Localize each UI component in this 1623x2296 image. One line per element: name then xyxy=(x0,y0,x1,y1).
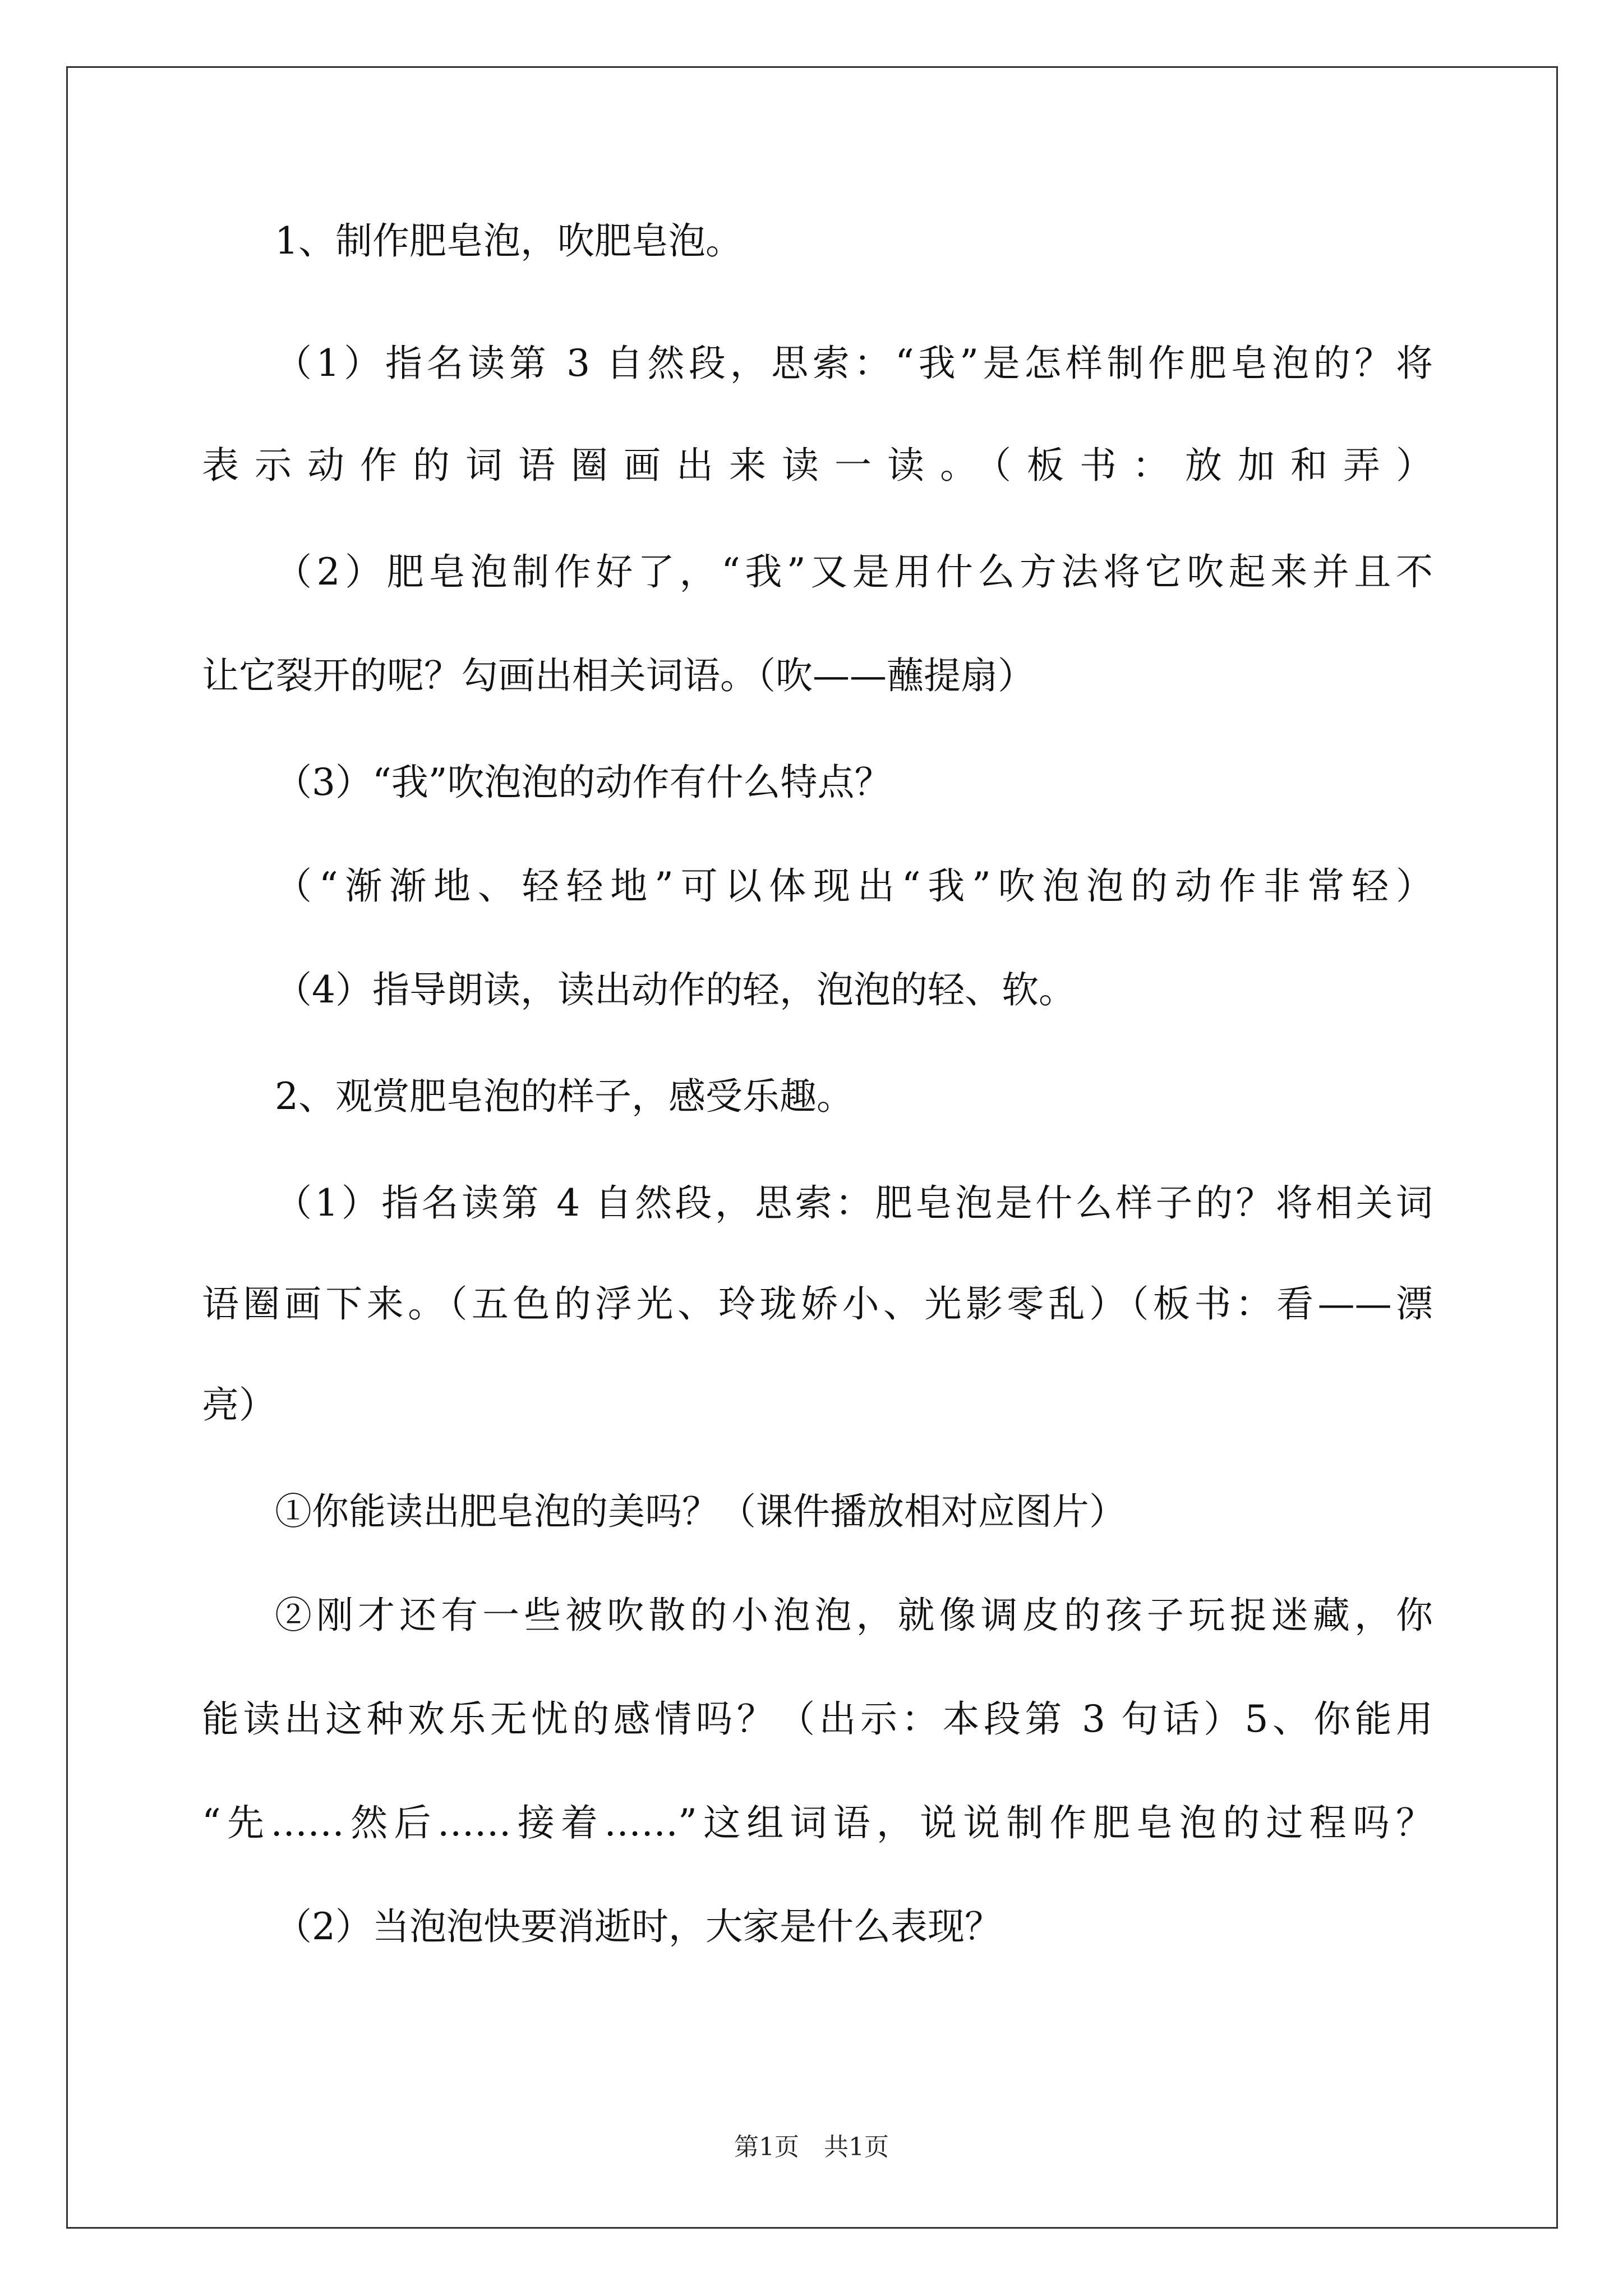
paragraph-line-14: ②刚才还有一些被吹散的小泡泡，就像调皮的孩子玩捉迷藏，你 xyxy=(275,1594,1433,1637)
paragraph-line-3: 表示动作的词语圈画出来读一读。（板书：放加和弄） xyxy=(202,444,1433,487)
paragraph-line-9: 2、观赏肥皂泡的样子，感受乐趣。 xyxy=(275,1075,854,1118)
paragraph-line-13: ①你能读出肥皂泡的美吗？（课件播放相对应图片） xyxy=(275,1490,1126,1533)
paragraph-line-1: 1、制作肥皂泡，吹肥皂泡。 xyxy=(275,219,743,263)
page-number-footer: 第1页 共1页 xyxy=(734,2133,889,2161)
paragraph-line-6: （3）“我”吹泡泡的动作有什么特点？ xyxy=(275,761,892,804)
paragraph-line-7: （“渐渐地、轻轻地”可以体现出“我”吹泡泡的动作非常轻） xyxy=(275,864,1433,908)
paragraph-line-11: 语圈画下来。（五色的浮光、玲珑娇小、光影零乱）（板书：看——漂 xyxy=(202,1282,1433,1326)
paragraph-line-10: （1）指名读第 4 自然段，思索：肥皂泡是什么样子的？将相关词 xyxy=(275,1181,1433,1225)
paragraph-line-8: （4）指导朗读，读出动作的轻，泡泡的轻、软。 xyxy=(275,968,1076,1011)
paragraph-line-12: 亮） xyxy=(202,1383,276,1427)
paragraph-line-4: （2）肥皂泡制作好了，“我”又是用什么方法将它吹起来并且不 xyxy=(275,550,1433,593)
paragraph-line-15: 能读出这种欢乐无忧的感情吗？（出示：本段第 3 句话）5、你能用 xyxy=(202,1697,1433,1741)
paragraph-line-2: （1）指名读第 3 自然段，思索：“我”是怎样制作肥皂泡的？将 xyxy=(275,342,1433,385)
paragraph-line-17: （2）当泡泡快要消逝时，大家是什么表现？ xyxy=(275,1905,1002,1948)
paragraph-line-16: “先……然后……接着……”这组词语，说说制作肥皂泡的过程吗？ xyxy=(202,1801,1433,1844)
paragraph-line-5: 让它裂开的呢？勾画出相关词语。（吹——蘸提扇） xyxy=(202,654,1035,697)
